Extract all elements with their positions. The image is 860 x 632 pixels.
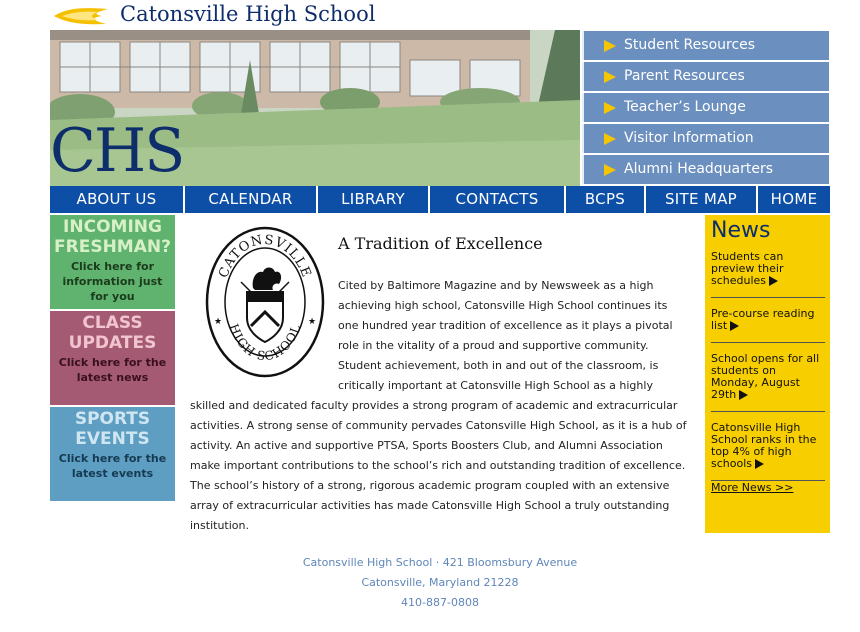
arrow-right-icon bbox=[604, 40, 616, 52]
side-nav-label: Student Resources bbox=[624, 37, 756, 53]
side-nav-divider bbox=[582, 124, 584, 153]
news-panel bbox=[705, 215, 830, 533]
nav-contacts[interactable]: CONTACTS bbox=[430, 186, 566, 213]
news-item-text: Catonsville High School ranks in the top 4% of high schools bbox=[711, 421, 817, 470]
news-item[interactable] bbox=[711, 353, 825, 412]
nav-calendar[interactable]: CALENDAR bbox=[185, 186, 318, 213]
nav-library[interactable]: LIBRARY bbox=[318, 186, 430, 213]
news-item[interactable] bbox=[711, 308, 825, 343]
news-item-text: Pre-course reading list bbox=[711, 307, 815, 332]
site-title[interactable]: Catonsville High School bbox=[120, 2, 376, 26]
crest-top-text: CATONSVILLE bbox=[216, 232, 314, 281]
more-news-link[interactable]: More News >> bbox=[711, 481, 794, 494]
side-nav-divider bbox=[582, 31, 584, 60]
nav-home[interactable]: HOME bbox=[770, 190, 818, 208]
side-nav-teachers-lounge[interactable] bbox=[582, 93, 829, 122]
promo-text: Click here for information just for you bbox=[62, 260, 163, 303]
arrow-right-icon bbox=[755, 459, 764, 469]
promo-heading: INCOMING FRESHMAN? bbox=[54, 217, 171, 257]
side-nav-label: Visitor Information bbox=[624, 130, 754, 146]
side-nav-alumni-headquarters[interactable] bbox=[582, 155, 829, 184]
side-nav-visitor-information[interactable] bbox=[582, 124, 829, 153]
content-body-container bbox=[190, 276, 690, 536]
nav-bcps[interactable]: BCPS bbox=[566, 186, 646, 213]
side-nav-label: Alumni Headquarters bbox=[624, 161, 774, 177]
arrow-right-icon bbox=[604, 133, 616, 145]
promo-heading: SPORTS EVENTS bbox=[74, 409, 151, 449]
promo-heading: CLASS UPDATES bbox=[68, 313, 157, 353]
arrow-right-icon bbox=[604, 71, 616, 83]
arrow-right-icon bbox=[739, 390, 748, 400]
footer-city: Catonsville, Maryland 21228 bbox=[361, 576, 519, 589]
nav-about-us[interactable]: ABOUT US bbox=[50, 186, 185, 213]
footer-phone: 410-887-0808 bbox=[401, 596, 479, 609]
main-nav bbox=[50, 186, 830, 213]
promo-sports-events[interactable] bbox=[50, 407, 175, 501]
news-item-text: School opens for all students on Monday, August 29th bbox=[711, 352, 820, 401]
nav-site-map[interactable]: SITE MAP bbox=[646, 186, 758, 213]
news-title: News bbox=[711, 218, 771, 243]
content-body-text: Cited by Baltimore Magazine and by Newsweek as a high achieving high school, Catonsville High School continues its one hundred year tradition of excellence as it plays a pivotal role in the vitality of a proud and supportive community. Student achievement, both in and out of the classroom, is critically important at Catonsville High School as a highly skilled and dedicated faculty provides a strong program of academic and extracurricular activities. A strong sense of community pervades Catonsville High School, as it is a hub of activity. An active and supportive PTSA, Sports Boosters Club, and Alumni Association make important contributions to the school’s rich and outstanding tradition of excellence. The school’s history of a strong, rigorous academic program coupled with an extensive array of extracurricular activities has made Catonsville High School a truly outstanding institution. bbox=[190, 279, 687, 532]
side-nav-label: Teacher’s Lounge bbox=[624, 99, 746, 115]
side-nav-parent-resources[interactable] bbox=[582, 62, 829, 91]
promo-incoming-freshman[interactable] bbox=[50, 215, 175, 309]
arrow-right-icon bbox=[604, 102, 616, 114]
promo-text: Click here for the latest events bbox=[58, 452, 167, 480]
crest-bottom-text: HIGH SCHOOL bbox=[226, 321, 304, 364]
flame-logo-icon bbox=[52, 6, 110, 26]
promo-class-updates[interactable] bbox=[50, 311, 175, 405]
crest-float-spacer bbox=[190, 276, 338, 388]
arrow-right-icon bbox=[769, 276, 778, 286]
arrow-right-icon bbox=[604, 164, 616, 176]
content-heading: A Tradition of Excellence bbox=[338, 234, 543, 253]
news-item[interactable] bbox=[711, 422, 825, 481]
side-nav-label: Parent Resources bbox=[624, 68, 745, 84]
svg-text:★: ★ bbox=[214, 317, 223, 327]
side-nav-divider bbox=[582, 93, 584, 122]
side-nav-divider bbox=[582, 155, 584, 184]
news-item-text: Students can preview their schedules bbox=[711, 250, 784, 287]
promo-text: Click here for the latest news bbox=[58, 356, 167, 384]
chs-initials: CHS bbox=[50, 116, 184, 186]
arrow-right-icon bbox=[730, 321, 739, 331]
svg-text:★: ★ bbox=[308, 317, 317, 327]
side-nav-divider bbox=[582, 62, 584, 91]
side-nav-student-resources[interactable] bbox=[582, 31, 829, 60]
footer-address: Catonsville High School · 421 Bloomsbury Avenue bbox=[302, 556, 578, 569]
news-item[interactable] bbox=[711, 251, 825, 298]
